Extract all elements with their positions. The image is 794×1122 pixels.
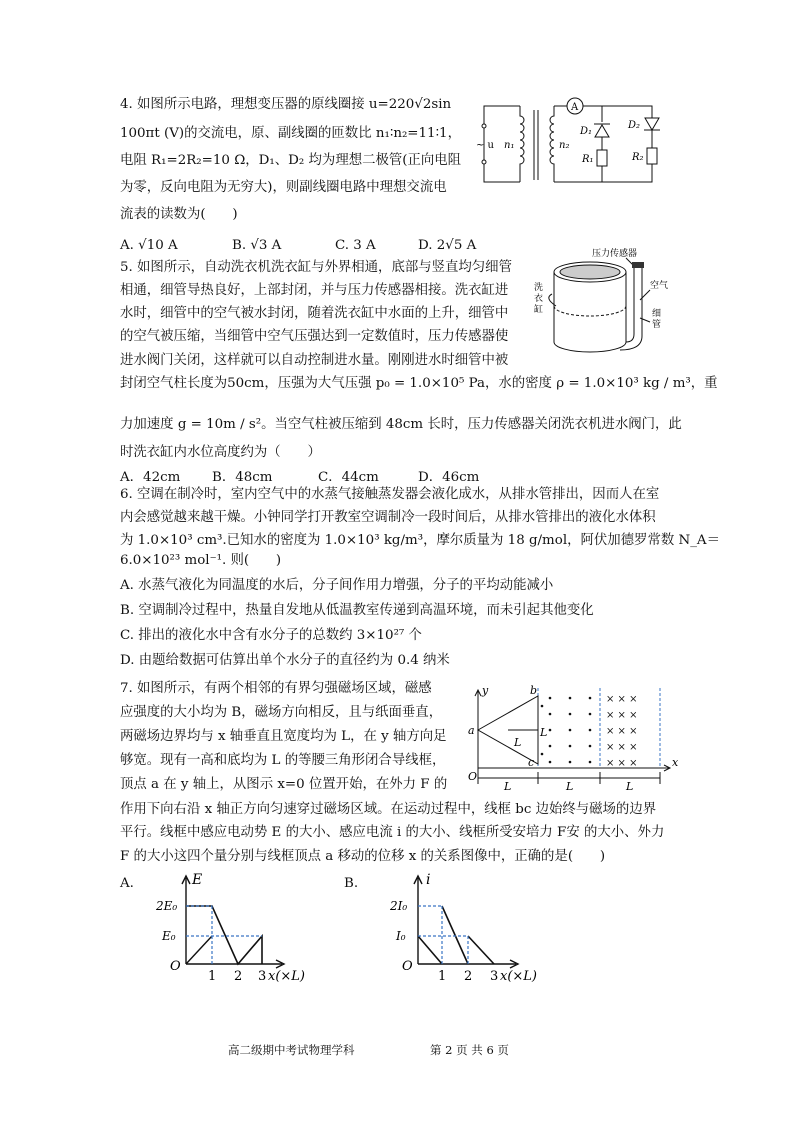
graph-b-origin: O: [402, 959, 413, 974]
q7-line-1: 7. 如图所示，有两个相邻的有界匀强磁场区域，磁感: [120, 681, 432, 696]
q5-tub-char-3: 缸: [534, 305, 544, 315]
graph-b-tick-3: 3: [490, 969, 499, 984]
q6-line-2: 内会感觉越来越干燥。小钟同学打开教室空调制冷一段时间后，从排水管排出的液化水体积: [120, 510, 656, 525]
q7-option-a-letter: A.: [120, 876, 134, 891]
q4-n2-label: n₂: [559, 140, 570, 151]
q6-option-a: A. 水蒸气液化为同温度的水后，分子间作用力增强，分子的平均动能减小: [120, 578, 554, 593]
q7-y-label: y: [482, 684, 489, 697]
q7-option-b-letter: B.: [344, 876, 359, 891]
q7-origin-label: O: [468, 770, 478, 783]
graph-b-y1-label: I₀: [396, 929, 406, 943]
q4-option-c: C. 3 A: [335, 238, 376, 253]
q5-option-a: A．42cm: [120, 470, 181, 485]
q5-tub-char-1: 洗: [534, 283, 544, 293]
q5-sensor-label: 压力传感器: [592, 249, 638, 259]
graph-a-ylabel: E: [192, 872, 203, 888]
q5-line-5b: 进水阀门关闭，这样就可以自动控制进水量。刚刚进水时细管中被: [120, 353, 509, 368]
q5-tub-char-2: 衣: [534, 294, 544, 304]
q4-r2-label: R₂: [632, 152, 644, 163]
q7-x-label: x: [672, 756, 679, 769]
graph-a-y2-label: 2E₀: [156, 899, 178, 913]
graph-b-ylabel: i: [426, 872, 431, 888]
q5-line-1: 5. 如图所示，自动洗衣机洗衣缸与外界相通，底部与竖直均匀细管: [120, 260, 512, 275]
q4-source-label: ~ u: [476, 140, 494, 151]
q7-vertex-a-label: a: [468, 724, 475, 737]
q6-option-d: D. 由题给数据可估算出单个水分子的直径约为 0.4 纳米: [120, 653, 450, 668]
q6-option-c: C. 排出的液化水中含有水分子的总数约 3×10²⁷ 个: [120, 628, 422, 643]
svg-text:× × ×: × × ×: [606, 694, 638, 705]
q7-line-6: 作用下向右沿 x 轴正方向匀速穿过磁场区域。在运动过程中，线框 bc 边始终与磁场的边界: [120, 802, 657, 817]
svg-text:× × ×: × × ×: [606, 726, 638, 737]
q6-line-3: 为 1.0×10³ cm³.已知水的密度为 1.0×10³ kg/m³，摩尔质量为 18 g/mol，阿伏加德罗常数 N_A＝: [120, 533, 720, 548]
q5-tube-char-1: 细: [652, 309, 662, 319]
q7-vertex-b-label: b: [530, 684, 538, 697]
q7-line-5: 顶点 a 在 y 轴上，从图示 x=0 位置开始，在外力 F 的: [120, 777, 448, 792]
q4-line-5: 流表的读数为( ): [120, 207, 238, 222]
q4-circuit-figure: [474, 96, 674, 192]
q4-d2-label: D₂: [628, 120, 641, 131]
footer-page-number: 第 2 页 共 6 页: [430, 1043, 509, 1057]
q4-n1-label: n₁: [504, 140, 515, 151]
graph-a-xlabel: x(×L): [268, 969, 306, 984]
q5-tube-char-2: 管: [652, 320, 662, 330]
svg-text:× × ×: × × ×: [606, 710, 638, 721]
graph-a-tick-3: 3: [258, 969, 267, 984]
q7-width-label-1: L: [504, 780, 512, 793]
q4-line-2: 100πt (V)的交流电，原、副线圈的匝数比 n₁∶n₂=11∶1，: [120, 126, 461, 141]
q7-height-label: L: [514, 736, 522, 749]
q5-line-7: 力加速度 g = 10m / s²。当空气柱被压缩到 48cm 长时，压力传感器关闭洗衣机进水阀门，此: [120, 417, 682, 432]
q5-line-6: 封闭空气柱长度为50cm，压强为大气压强 p₀ = 1.0×10⁵ Pa，水的密度 ρ = 1.0×10³ kg / m³，重: [120, 376, 718, 391]
graph-a-y1-label: E₀: [162, 929, 176, 943]
q4-option-b: B. √3 A: [232, 238, 282, 253]
q5-line-8: 时洗衣缸内水位高度约为（ ）: [120, 445, 321, 460]
svg-text:× × ×: × × ×: [606, 742, 638, 753]
q7-line-8: F 的大小这四个量分别与线框顶点 a 移动的位移 x 的关系图像中，正确的是( ): [120, 849, 606, 864]
q4-option-a: A. √10 A: [120, 238, 178, 253]
q7-line-3: 两磁场边界均与 x 轴垂直且宽度均为 L，在 y 轴方向足: [120, 729, 447, 744]
q4-r1-label: R₁: [582, 154, 594, 165]
graph-a-tick-2: 2: [234, 969, 243, 984]
graph-a-origin: O: [170, 959, 181, 974]
q4-ammeter-label: A: [571, 102, 579, 113]
q5-washer-figure: [530, 246, 680, 358]
q5-line-4: 的空气被压缩，当细管中空气压强达到一定数值时，压力传感器使: [120, 329, 509, 344]
q7-graph-a: [150, 870, 320, 985]
q7-vertex-c-label: c: [528, 756, 535, 769]
q4-line-4: 为零，反向电阻为无穷大)，则副线圈电路中理想交流电: [120, 180, 447, 195]
q7-graph-b: [378, 870, 558, 985]
q4-line-1: 4. 如图所示电路，理想变压器的原线圈接 u=220√2sin: [120, 97, 452, 112]
q5-option-d: D．46cm: [418, 470, 480, 485]
q4-line-3: 电阻 R₁=2R₂=10 Ω，D₁、D₂ 均为理想二极管(正向电阻: [120, 153, 462, 168]
q7-line-7: 平行。线框中感应电动势 E 的大小、感应电流 i 的大小、线框所受安培力 F安 的大小、外力: [120, 825, 665, 840]
footer-exam-title: 高二级期中考试物理学科: [228, 1043, 355, 1057]
q4-d1-label: D₁: [580, 126, 593, 137]
q5-air-label: 空气: [650, 281, 669, 291]
q7-line-2: 应强度的大小均为 B，磁场方向相反，且与纸面垂直，: [120, 705, 443, 720]
q6-line-4: 6.0×10²³ mol⁻¹. 则( ): [120, 553, 282, 568]
q5-option-c: C．44cm: [318, 470, 379, 485]
graph-b-tick-2: 2: [464, 969, 473, 984]
graph-b-xlabel: x(×L): [500, 969, 538, 984]
graph-a-tick-1: 1: [208, 969, 217, 984]
q7-field-figure: [466, 684, 686, 794]
q5-option-b: B．48cm: [212, 470, 273, 485]
q6-option-b: B. 空调制冷过程中，热量自发地从低温教室传递到高温环境，而未引起其他变化: [120, 603, 594, 618]
q7-width-label-2: L: [566, 780, 574, 793]
q7-line-4: 够宽。现有一高和底均为 L 的等腰三角形闭合导线框，: [120, 753, 446, 768]
q5-line-3: 水时，细管中的空气被水封闭，随着洗衣缸中水面的上升，细管中: [120, 306, 509, 321]
graph-b-y2-label: 2I₀: [390, 899, 408, 913]
q7-width-label-3: L: [626, 780, 634, 793]
q7-side-label: L: [540, 726, 548, 739]
q4-option-d: D. 2√5 A: [418, 238, 477, 253]
graph-b-tick-1: 1: [438, 969, 447, 984]
svg-text:× × ×: × × ×: [606, 758, 638, 769]
q5-line-2: 相通，细管导热良好，上部封闭，并与压力传感器相接。洗衣缸进: [120, 283, 509, 298]
q6-line-1: 6. 空调在制冷时，室内空气中的水蒸气接触蒸发器会液化成水，从排水管排出，因而人在室: [120, 487, 660, 502]
